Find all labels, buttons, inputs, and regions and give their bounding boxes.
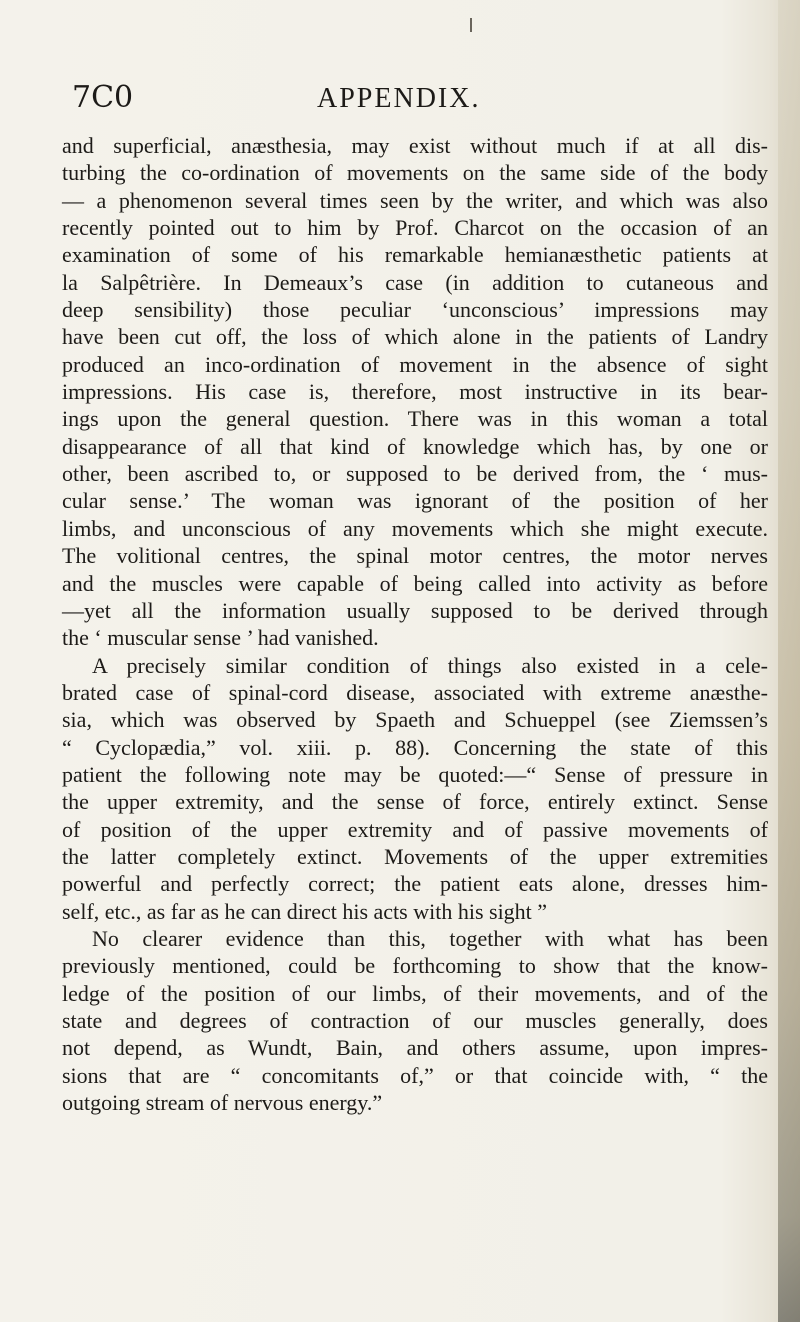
page-number: 7C0 — [72, 80, 134, 115]
text-line: outgoing stream of nervous energy.” — [62, 1090, 383, 1116]
text-line: la Salpêtrière. In Demeaux’s case (in addition to cutaneous and — [62, 269, 768, 295]
text-line: “ Cyclopædia,” vol. xiii. p. 88). Concerning the state of this — [62, 734, 768, 760]
text-line: impressions. His case is, therefore, most instructive in its bear- — [62, 379, 768, 405]
text-line: previously mentioned, could be forthcoming to show that the know- — [62, 953, 768, 979]
text-line: other, been ascribed to, or supposed to be derived from, the ‘ mus- — [62, 461, 768, 487]
running-head: APPENDIX. — [317, 83, 481, 114]
text-line: ledge of the position of our limbs, of their movements, and of the — [62, 980, 768, 1006]
text-line: the ‘ muscular sense ’ had vanished. — [62, 625, 379, 651]
text-line: sia, which was observed by Spaeth and Schueppel (see Ziemssen’s — [62, 707, 768, 733]
text-line: self, etc., as far as he can direct his acts with his sight ” — [62, 898, 548, 924]
text-line: deep sensibility) those peculiar ‘unconscious’ impressions may — [62, 297, 768, 323]
text-line: patient the following note may be quoted:—“ Sense of pressure in — [62, 761, 768, 787]
text-line: —yet all the information usually supposed to be derived through — [62, 597, 768, 623]
page-edge-mark — [470, 18, 472, 32]
text-line: brated case of spinal-cord disease, associated with extreme anæsthe- — [62, 679, 768, 705]
text-line: No clearer evidence than this, together with what has been — [92, 925, 768, 951]
text-line: A precisely similar condition of things also existed in a cele- — [92, 652, 768, 678]
text-line: produced an inco-ordination of movement in the absence of sight — [62, 351, 768, 377]
page-edge-shadow — [778, 0, 800, 1322]
text-line: powerful and perfectly correct; the patient eats alone, dresses him- — [62, 871, 768, 897]
text-line: disappearance of all that kind of knowledge which has, by one or — [62, 433, 768, 459]
text-line: have been cut off, the loss of which alone in the patients of Landry — [62, 324, 768, 350]
text-line: ings upon the general question. There was in this woman a total — [62, 406, 768, 432]
text-line: recently pointed out to him by Prof. Charcot on the occasion of an — [62, 215, 768, 241]
text-line: and superficial, anæsthesia, may exist without much if at all dis- — [62, 133, 768, 158]
text-line: state and degrees of contraction of our muscles generally, does — [62, 1008, 768, 1033]
text-line: the latter completely extinct. Movements of the upper extremities — [62, 843, 768, 869]
body-text — [62, 132, 768, 1116]
text-line: examination of some of his remarkable hemianæsthetic patients at — [62, 242, 768, 268]
text-line: — a phenomenon several times seen by the writer, and which was also — [62, 187, 768, 213]
text-line: the upper extremity, and the sense of force, entirely extinct. Sense — [62, 789, 768, 815]
text-line: turbing the co-ordination of movements on the same side of the body — [62, 160, 768, 186]
text-line: of position of the upper extremity and of passive movements of — [62, 816, 768, 842]
text-line: and the muscles were capable of being called into activity as before — [62, 570, 768, 596]
text-line: sions that are “ concomitants of,” or that coincide with, “ the — [62, 1062, 768, 1088]
text-line: not depend, as Wundt, Bain, and others assume, upon impres- — [62, 1035, 768, 1061]
text-line: cular sense.’ The woman was ignorant of the position of her — [62, 488, 768, 514]
text-line: limbs, and unconscious of any movements which she might execute. — [62, 515, 768, 541]
text-line: The volitional centres, the spinal motor centres, the motor nerves — [62, 543, 768, 569]
page-header — [72, 80, 772, 130]
